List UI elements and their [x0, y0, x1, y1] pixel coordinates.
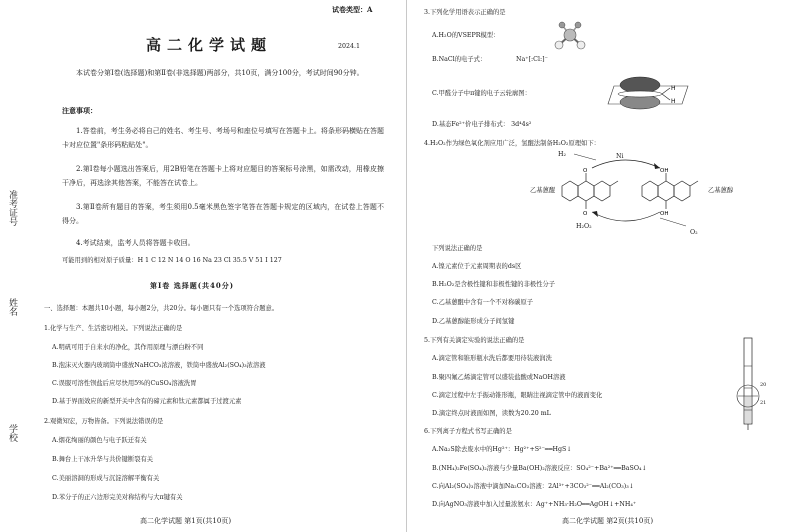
compound-right-label: 乙基蒽醇 [708, 187, 734, 194]
option-a: A.明矾可用于自来水的净化，其作用原理与漂白粉不同 [52, 344, 204, 351]
page-footer: 高二化学试题 第1页(共10页) [140, 517, 232, 525]
exam-intro: 本试卷分第Ⅰ卷(选择题)和第Ⅱ卷(非选择题)两部分，共10页，满分100分，考试时间90分钟。 [76, 69, 364, 77]
section-instructions: 一、选择题：本题共10小题，每小题2分，共20分。每小题只有一个选项符合题意。 [44, 305, 279, 312]
option-a: A.Na₂S除去废水中的Hg²⁺：Hg²⁺+S²⁻══HgS↓ [432, 446, 572, 453]
question-2-stem: 2.观微知宏，万物皆备。下列说法错误的是 [44, 418, 164, 425]
svg-text:H: H [671, 98, 676, 105]
question-5-stem: 5.下列有关滴定实验的说法正确的是 [424, 337, 525, 344]
option-d: D.滴定终点时液面如图，读数为20.20 mL [432, 410, 551, 417]
option-a: A.镍元素位于元素周期表的ds区 [432, 263, 522, 270]
option-d: D.向AgNO₃溶液中加入过量浓氨水：Ag⁺+NH₃·H₂O══AgOH↓+NH₄⁺ [432, 501, 637, 508]
reagent-h2: H₂ [558, 151, 567, 158]
vsepr-model-diagram [552, 20, 588, 50]
option-d: D.乙基蒽醇能形成分子间氢键 [432, 318, 515, 325]
option-d: D.苯分子的正六边形完美对称结构与大π键有关 [52, 494, 183, 501]
option-c: C.向Al₂(SO₄)₃溶液中滴加Na₂CO₃溶液：2Al³⁺+3CO₃²⁻══Al₂(CO₃)₃↓ [432, 483, 635, 490]
section-title: 第Ⅰ卷 选择题(共40分) [150, 281, 235, 290]
exam-date: 2024.1 [338, 43, 361, 50]
option-b: B.聚四氟乙烯滴定管可以盛装盐酸或NaOH溶液 [432, 374, 566, 381]
catalyst-ni: Ni [616, 153, 624, 160]
option-c: C.乙基蒽醌中含有一个不对称碳原子 [432, 299, 534, 306]
notes-heading: 注意事项： [62, 106, 97, 115]
product-h2o2: H₂O₂ [576, 223, 592, 230]
option-b: B.泡沫灭火器内玻璃筒中盛放NaHCO₃浓溶液，铁筒中盛放Al₂(SO₄)₃浓溶液 [52, 362, 266, 369]
option-d: D.基于界面效应的新型开关中含有的碲元素和钛元素都属于过渡元素 [52, 398, 242, 405]
svg-text:H: H [671, 85, 676, 92]
svg-text:OH: OH [660, 211, 669, 217]
question-4-substem: 下列说法正确的是 [432, 245, 483, 252]
reagent-o2: O₂ [690, 229, 698, 236]
exam-page-2 [420, 0, 794, 532]
burette-mark: 20 [760, 382, 767, 388]
option-b: B.NaCl的电子式： [432, 56, 487, 63]
question-6-stem: 6.下列离子方程式书写正确的是 [424, 428, 512, 435]
question-4-stem: 4.H₂O₂作为绿色氧化剂应用广泛，氢醌法制备H₂O₂原理如下： [424, 140, 600, 147]
nacl-electron-formula: Na⁺[:Cl:]⁻ [516, 56, 548, 63]
option-a: A.H₂O的VSEPR模型： [432, 32, 500, 39]
svg-text:O: O [583, 168, 588, 174]
side-label-name: 姓名 [7, 298, 17, 316]
option-d: D.基态Fe²⁺价电子排布式： 3d⁴4s² [432, 121, 532, 128]
note-item: 3.第Ⅱ卷所有题目的答案，考生须用0.5毫米黑色签字笔答在答题卡规定的区域内，在试卷上答题不得分。 [62, 203, 384, 225]
option-b: B.(NH₄)₂Fe(SO₄)₂溶液与少量Ba(OH)₂溶液反应：SO₄²⁻+Ba²⁺══BaSO₄↓ [432, 465, 647, 472]
note-item: 4.考试结束，监考人员将答题卡收回。 [76, 239, 195, 247]
option-a: A.烟花绚丽的颜色与电子跃迁有关 [52, 437, 147, 444]
option-b: B.舞台上干冰升华与共价键断裂有关 [52, 456, 154, 463]
svg-text:OH: OH [660, 168, 669, 174]
page-title: 高二化学试题 [146, 36, 273, 54]
option-c: C.滴定过程中左手振动锥形瓶，眼睛注视滴定管中的液面变化 [432, 392, 603, 399]
option-c: C.误服可溶性钡盐后应尽快用5%的CuSO₄溶液洗胃 [52, 380, 197, 387]
note-item: 2.第Ⅰ卷每小题选出答案后，用2B铅笔在答题卡上将对应题目的答案标号涂黑，如需改动，用橡皮擦干净后，再选涂其他答案，不能答在试卷上。 [62, 165, 384, 187]
option-c: C.美丽溶洞的形成与沉淀溶解平衡有关 [52, 475, 160, 482]
atomic-masses: 可能用到的相对原子质量：H 1 C 12 N 14 O 16 Na 23 Cl 35.5 V 51 I 127 [62, 257, 282, 264]
note-item: 1.答卷前，考生务必将自己的姓名、考生号、考场号和座位号填写在答题卡上。将条形码横贴在答题卡对应位置"条形码粘贴处"。 [62, 127, 384, 149]
burette-mark: 21 [760, 400, 767, 406]
pi-bond-cloud-diagram [596, 72, 690, 112]
question-3-stem: 3.下列化学用语表示正确的是 [424, 9, 506, 16]
side-label-school: 学校 [7, 424, 17, 442]
option-b: B.H₂O₂是含极性键和非极性键的非极性分子 [432, 281, 556, 288]
page-footer: 高二化学试题 第2页(共10页) [562, 517, 654, 525]
option-a: A.滴定管和锥形瓶水洗后都要用待装液润洗 [432, 355, 552, 362]
compound-left-label: 乙基蒽醌 [530, 187, 556, 194]
option-c: C.甲醛分子中π键的电子云轮廓图： [432, 90, 531, 97]
page-fold-divider [406, 0, 407, 532]
svg-text:O: O [583, 211, 588, 217]
exam-type-label: 试卷类型：A [332, 5, 373, 14]
side-label-exam-number: 准考证号 [7, 190, 17, 226]
question-1-stem: 1.化学与生产、生活密切相关。下列说法正确的是 [44, 325, 183, 332]
